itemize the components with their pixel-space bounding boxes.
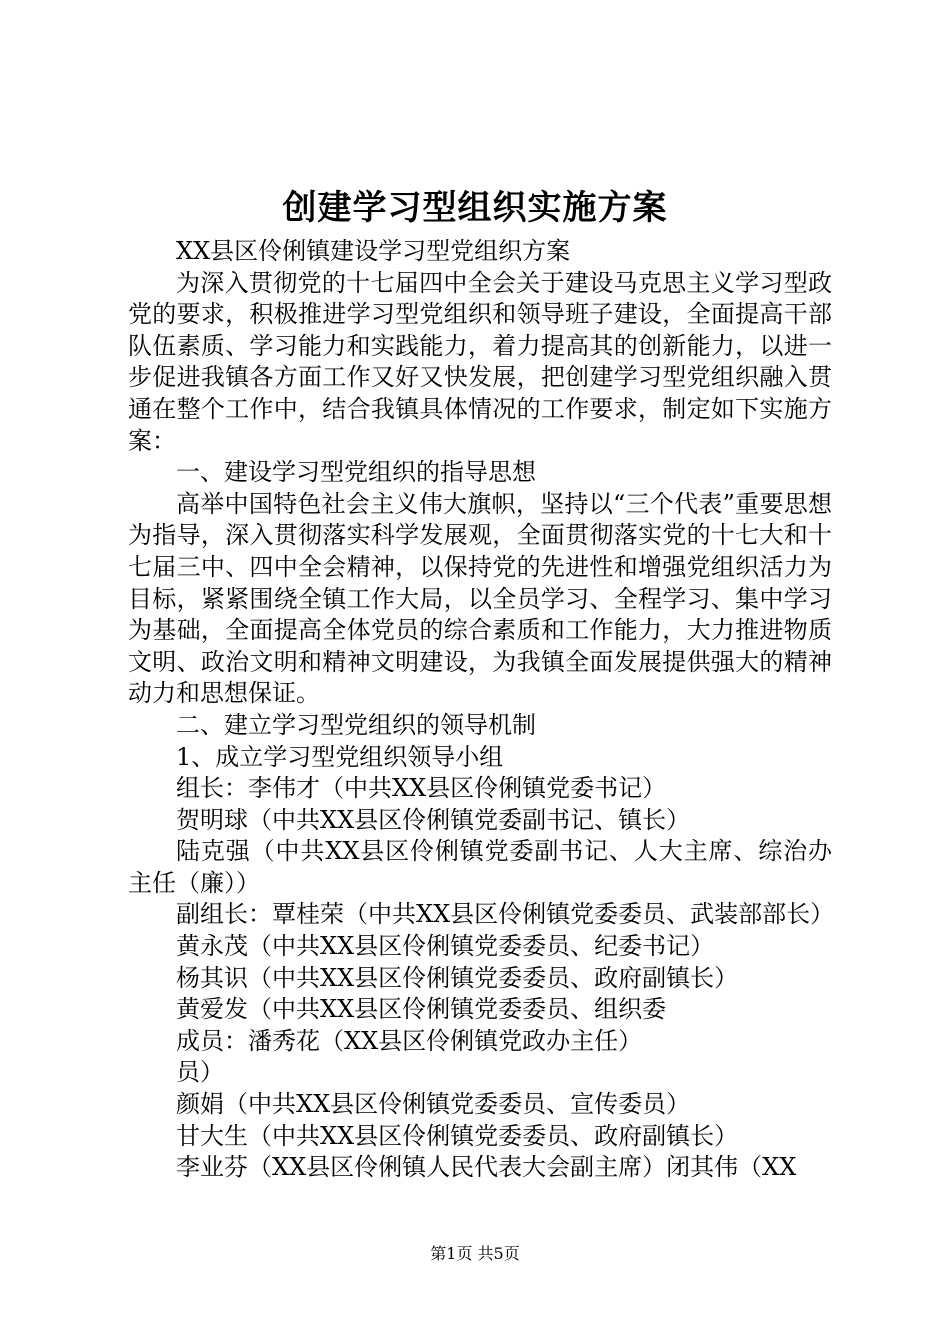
document-title: 创建学习型组织实施方案 [282, 188, 668, 228]
member-line: 组长：李伟才（中共XX县区伶俐镇党委书记） [176, 774, 667, 803]
page-footer: 第1页 共5页 [430, 1244, 520, 1263]
member-line: 颜娟（中共XX县区伶俐镇党委委员、宣传委员） [176, 1090, 691, 1119]
member-line: 副组长：覃桂荣（中共XX县区伶俐镇党委委员、武装部部长） [176, 900, 835, 929]
member-line: 李业芬（XX县区伶俐镇人民代表大会副主席）闭其伟（XX [176, 1153, 797, 1182]
member-line: 黄爱发（中共XX县区伶俐镇党委委员、组织委 [176, 995, 667, 1024]
section-heading-2: 二、建立学习型党组织的领导机制 [176, 710, 536, 739]
member-line: 员） [176, 1058, 224, 1087]
member-line: 陆克强（中共XX县区伶俐镇党委副书记、人大主席、综治办主任（廉）） [128, 837, 832, 897]
member-line: 甘大生（中共XX县区伶俐镇党委委员、政府副镇长） [176, 1121, 739, 1150]
subsection-heading-1: 1、成立学习型党组织领导小组 [176, 742, 504, 771]
member-line: 贺明球（中共XX县区伶俐镇党委副书记、镇长） [176, 805, 691, 834]
section-heading-1: 一、建设学习型党组织的指导思想 [176, 458, 536, 487]
member-line: 杨其识（中共XX县区伶俐镇党委委员、政府副镇长） [176, 963, 739, 992]
member-line: 黄永茂（中共XX县区伶俐镇党委委员、纪委书记） [176, 932, 715, 961]
subtitle-paragraph: XX县区伶俐镇建设学习型党组织方案 [176, 237, 571, 265]
intro-paragraph: 为深入贯彻党的十七届四中全会关于建设马克思主义学习型政党的要求，积极推进学习型党组织和领导班子建设，全面提高干部队伍素质、学习能力和实践能力，着力提高其的创新能力，以进一步促进我镇各方面工作又好又快发展，把创建学习型党组织融入贯通在整个工作中，结合我镇具体情况的工作要求，制定如下实施方案： [128, 268, 832, 455]
guiding-thought-paragraph: 高举中国特色社会主义伟大旗帜，坚持以“三个代表”重要思想为指导，深入贯彻落实科学发展观，全面贯彻落实党的十七大和十七届三中、四中全会精神，以保持党的先进性和增强党组织活力为目标，紧紧围绕全镇工作大局，以全员学习、全程学习、集中学习为基础，全面提高全体党员的综合素质和工作能力，大力推进物质文明、政治文明和精神文明建设，为我镇全面发展提供强大的精神动力和思想保证。 [128, 489, 832, 708]
document-body [128, 236, 835, 1184]
member-line: 成员：潘秀花（XX县区伶俐镇党政办主任） [176, 1026, 643, 1055]
